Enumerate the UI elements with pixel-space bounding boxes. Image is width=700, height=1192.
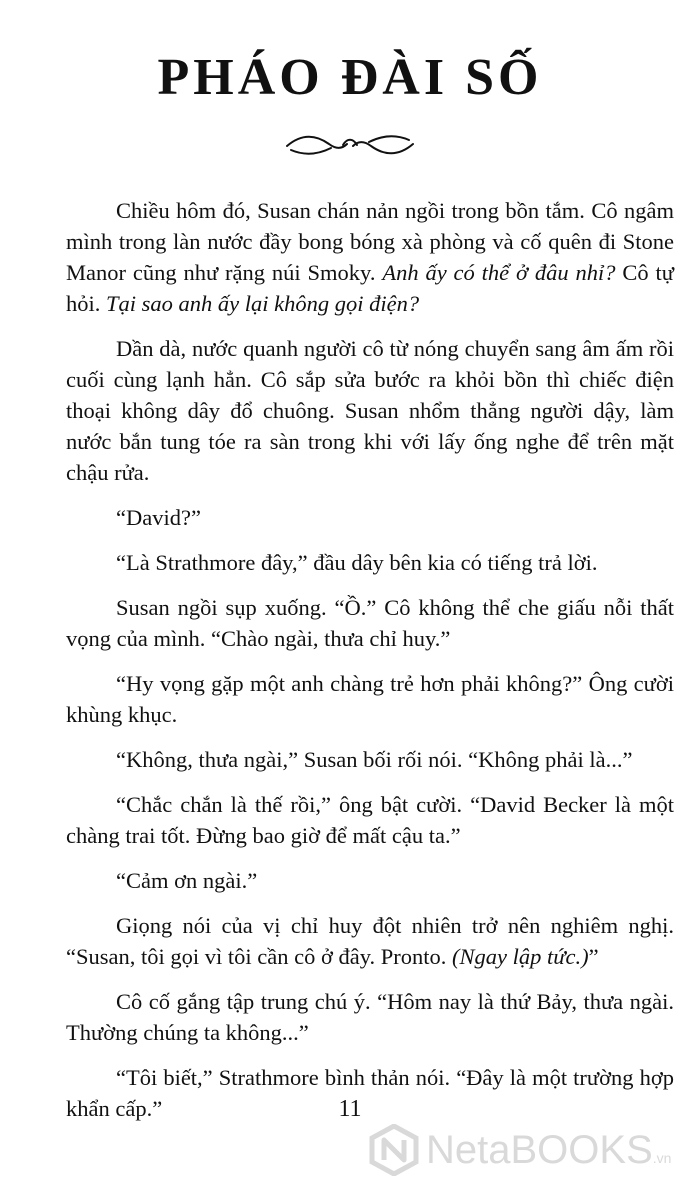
chapter-body bbox=[66, 195, 674, 1124]
paragraph bbox=[66, 547, 674, 578]
text-run: Giọng nói của vị chỉ huy đột nhiên trở nên nghiêm nghị. “Susan, tôi gọi vì tôi cần cô ở đây. Pronto. bbox=[66, 913, 674, 969]
paragraph bbox=[66, 668, 674, 730]
text-run: Chiều hôm đó, Susan chán nản ngồi trong bồn tắm. Cô ngâm mình trong làn nước đầy bong bóng xà phòng và cố quên đi Stone Manor cũng như rặng núi Smoky. bbox=[66, 198, 674, 285]
chapter-title: PHÁO ĐÀI SỐ bbox=[157, 49, 543, 106]
paragraph bbox=[66, 910, 674, 972]
text-run: “Chắc chắn là thế rồi,” ông bật cười. “David Becker là một chàng trai tốt. Đừng bao giờ để mất cậu ta.” bbox=[66, 792, 674, 848]
watermark bbox=[368, 1118, 700, 1188]
italic-text: Tại sao anh ấy lại không gọi điện? bbox=[106, 291, 420, 316]
italic-text: Anh ấy có thể ở đâu nhỉ? bbox=[382, 260, 616, 285]
text-run: Susan ngồi sụp xuống. “Ồ.” Cô không thể che giấu nỗi thất vọng của mình. “Chào ngài, thưa chỉ huy.” bbox=[66, 595, 674, 651]
paragraph bbox=[66, 865, 674, 896]
text-run: Cô tự hỏi. bbox=[66, 260, 674, 316]
paragraph bbox=[66, 789, 674, 851]
text-run: ” bbox=[588, 944, 599, 969]
text-run: “Là Strathmore đây,” đầu dây bên kia có tiếng trả lời. bbox=[116, 550, 598, 575]
text-run: “Không, thưa ngài,” Susan bối rối nói. “Không phải là...” bbox=[116, 747, 633, 772]
text-run: Dần dà, nước quanh người cô từ nóng chuyển sang âm ấm rồi cuối cùng lạnh hẳn. Cô sắp sửa bước ra khỏi bồn thì chiếc điện thoại không dây đổ chuông. Susan nhổm thẳng người dậy, làm nước bắn tung tóe ra sàn trong khi với lấy ống nghe để trên mặt chậu rửa. bbox=[66, 336, 674, 485]
italic-text: (Ngay lập tức.) bbox=[452, 944, 589, 969]
text-run: “Cảm ơn ngài.” bbox=[116, 868, 258, 893]
ornament-divider-icon bbox=[285, 130, 415, 160]
paragraph bbox=[66, 744, 674, 775]
paragraph bbox=[66, 333, 674, 488]
paragraph bbox=[66, 592, 674, 654]
netabooks-logo-icon bbox=[368, 1124, 420, 1176]
text-run: Cô cố gắng tập trung chú ý. “Hôm nay là thứ Bảy, thưa ngài. Thường chúng ta không...” bbox=[66, 989, 674, 1045]
paragraph bbox=[66, 502, 674, 533]
watermark-suffix: .vn bbox=[652, 1150, 672, 1166]
page-number: 11 bbox=[338, 1096, 362, 1122]
watermark-text bbox=[426, 1128, 671, 1173]
text-run: “Tôi biết,” Strathmore bình thản nói. “Đây là một trường hợp khẩn cấp.” bbox=[66, 1065, 674, 1121]
text-run: “David?” bbox=[116, 505, 201, 530]
paragraph bbox=[66, 195, 674, 319]
paragraph bbox=[66, 986, 674, 1048]
text-run: “Hy vọng gặp một anh chàng trẻ hơn phải không?” Ông cười khùng khục. bbox=[66, 671, 674, 727]
watermark-brand: NetaBOOKS bbox=[426, 1128, 653, 1172]
